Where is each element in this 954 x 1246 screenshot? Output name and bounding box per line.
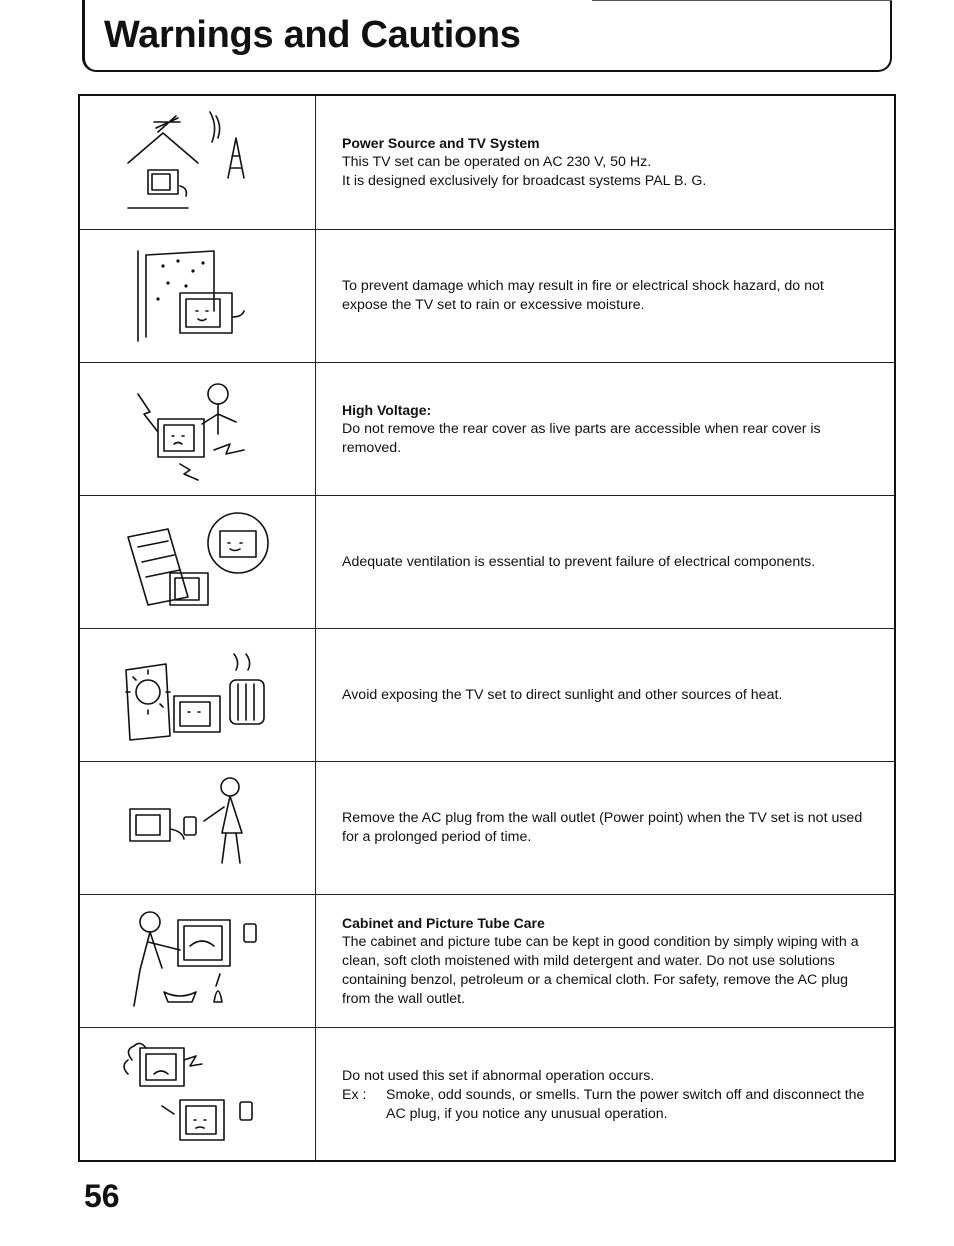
page-title: Warnings and Cautions (104, 14, 521, 56)
warning-row-moisture (80, 229, 894, 362)
warning-row-high-voltage (80, 362, 894, 495)
example-row (342, 1086, 872, 1124)
warning-line: Adequate ventilation is essential to prevent failure of electrical components. (342, 553, 816, 570)
warning-line: Avoid exposing the TV set to direct sunlight and other sources of heat. (342, 686, 783, 703)
warnings-table (78, 94, 896, 1162)
warning-line: Do not used this set if abnormal operation occurs. (342, 1067, 655, 1084)
warning-line: Do not remove the rear cover as live parts are accessible when rear cover is removed. (342, 420, 821, 456)
example-label: Ex : (342, 1086, 367, 1103)
warning-heading: High Voltage: (342, 401, 432, 418)
illustration-cell (80, 363, 316, 495)
illustration-cell (80, 629, 316, 761)
illustration-cell (80, 1028, 316, 1162)
warning-text-cell (316, 1028, 894, 1162)
warning-row-heat (80, 628, 894, 761)
warning-line: It is designed exclusively for broadcast systems PAL B. G. (342, 173, 707, 189)
rain-tv-icon (118, 241, 278, 351)
warning-row-cabinet-care (80, 894, 894, 1027)
warning-heading: Cabinet and Picture Tube Care (342, 914, 545, 931)
illustration-cell (80, 496, 316, 628)
warning-line: Remove the AC plug from the wall outlet (Power point) when the TV set is not used for a prolonged period of time. (342, 810, 863, 845)
unplug-ac-icon (118, 773, 278, 883)
warning-text-cell (316, 363, 894, 495)
warning-line: This TV set can be operated on AC 230 V, 50 Hz. (342, 154, 652, 170)
warning-line: To prevent damage which may result in fire or electrical shock hazard, do not expose the TV set to rain or excessive moisture. (342, 278, 824, 313)
warning-row-ventilation (80, 495, 894, 628)
antenna-tv-icon (118, 108, 278, 218)
warning-row-abnormal-operation (80, 1027, 894, 1162)
warning-text-cell (316, 762, 894, 894)
abnormal-operation-icon (118, 1040, 278, 1150)
warning-text-cell (316, 230, 894, 362)
illustration-cell (80, 762, 316, 894)
warning-heading: Power Source and TV System (342, 135, 540, 151)
warning-line: The cabinet and picture tube can be kept in good condition by simply wiping with a clean, soft cloth moistened with mild detergent and water. Do not use solutions containing benzol, petroleum or a chemical cloth. For safety, remove the AC plug from the wall outlet. (342, 933, 859, 1007)
illustration-cell (80, 96, 316, 229)
warning-row-unplug (80, 761, 894, 894)
warning-text-cell (316, 96, 894, 229)
ventilation-icon (118, 507, 278, 617)
warning-text-cell (316, 496, 894, 628)
illustration-cell (80, 895, 316, 1027)
high-voltage-icon (118, 374, 278, 484)
illustration-cell (80, 230, 316, 362)
example-text: Smoke, odd sounds, or smells. Turn the power switch off and disconnect the AC plug, if you notice any unusual operation. (386, 1086, 865, 1122)
sunlight-heat-icon (118, 640, 278, 750)
cleaning-tv-icon (118, 906, 278, 1016)
page-number: 56 (84, 1178, 120, 1214)
warning-text-cell (316, 629, 894, 761)
warning-row-power-source (80, 96, 894, 229)
warning-text-cell (316, 895, 894, 1027)
